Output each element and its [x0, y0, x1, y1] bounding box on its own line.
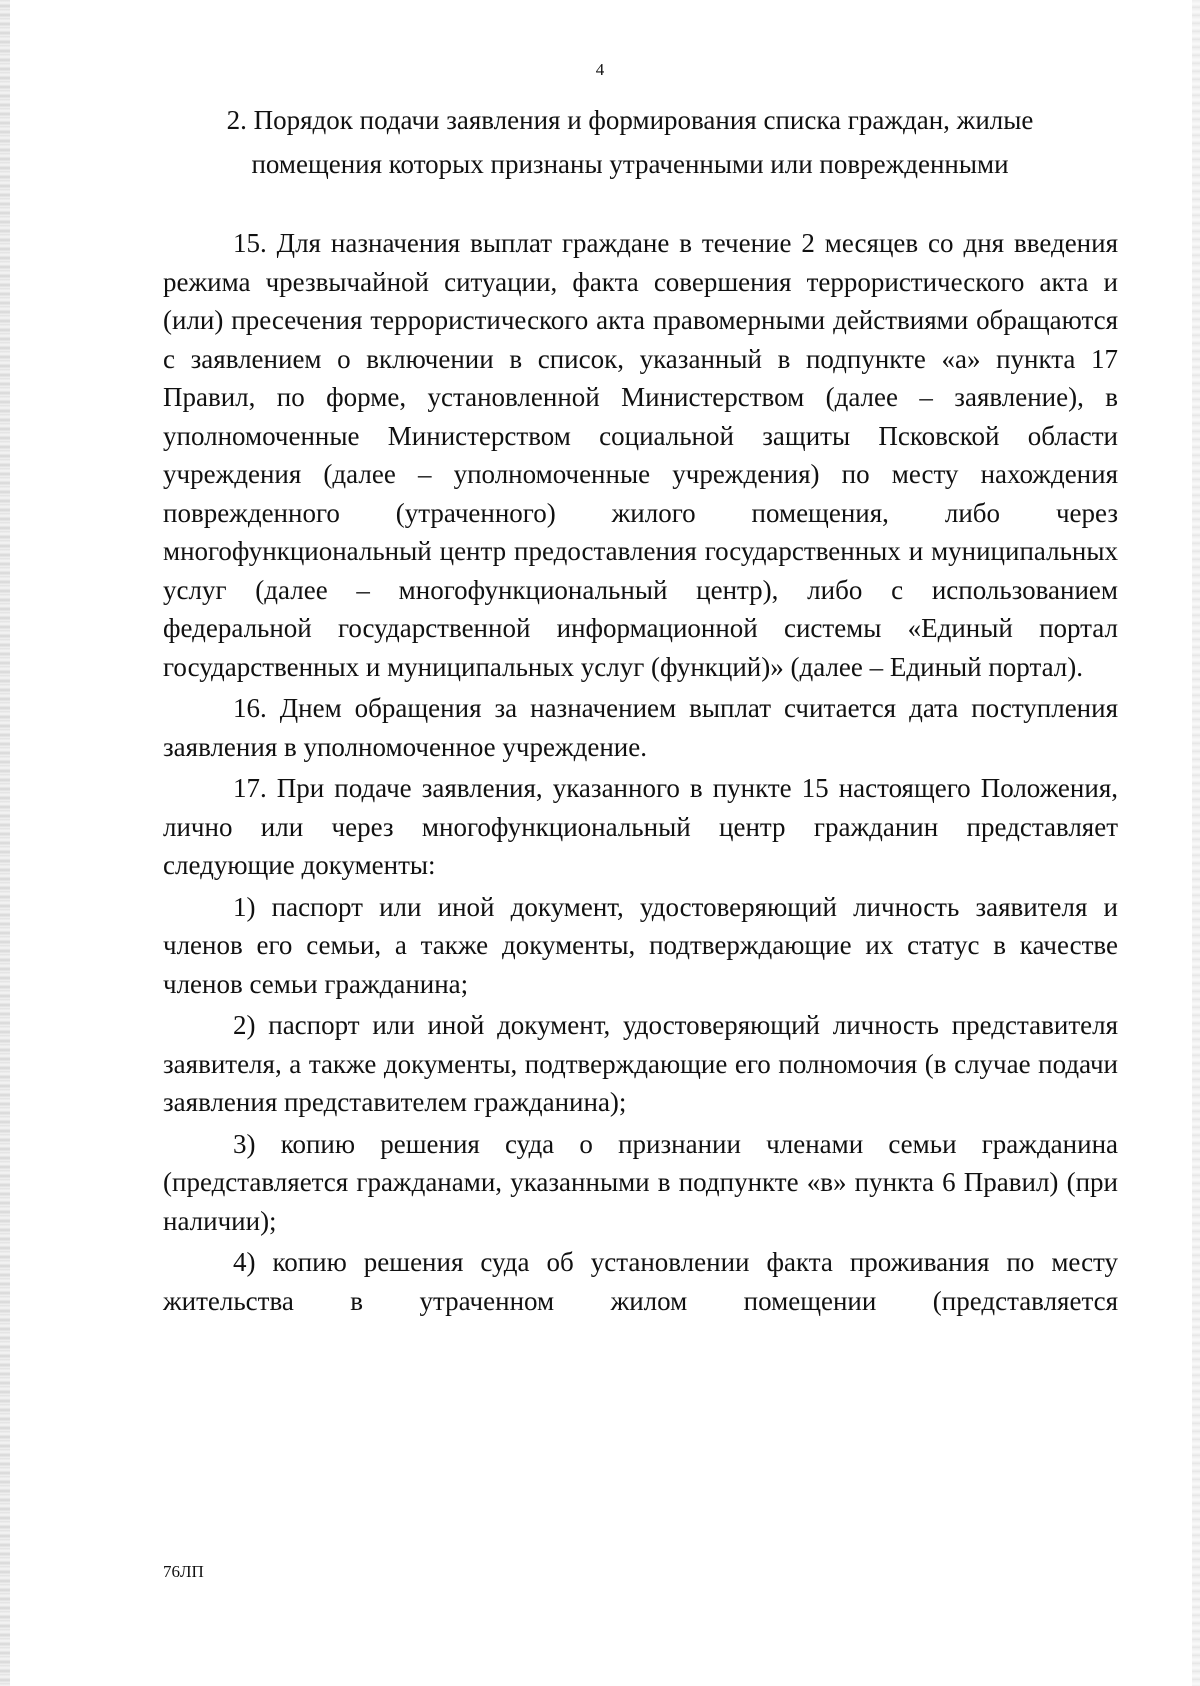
body-text [163, 224, 1118, 1320]
scan-edge-left [0, 0, 10, 1686]
paragraph-17: 17. При подаче заявления, указанного в пункте 15 настоящего Положения, лично или через многофункциональный центр гражданин представляет следующие документы: [163, 773, 1118, 880]
scan-edge-right [1192, 0, 1200, 1686]
paragraph-16: 16. Днем обращения за назначением выплат считается дата поступления заявления в уполномоченное учреждение. [163, 693, 1118, 762]
section-heading-line-1: 2. Порядок подачи заявления и формирования списка граждан, жилые [226, 105, 1034, 135]
paragraph-15: 15. Для назначения выплат граждане в течение 2 месяцев со дня введения режима чрезвычайной ситуации, факта совершения террористического акта и (или) пресечения террористического акта правомерными действиями обращаются с заявлением о включении в список, указанный в подпункте «а» пункта 17 Правил, по форме, установленной Министерством (далее – заявление), в уполномоченные Министерством социальной защиты Псковской области учреждения (далее – уполномоченные учреждения) по месту нахождения поврежденного (утраченного) жилого помещения, либо через многофункциональный центр предоставления государственных и муниципальных услуг (далее – многофункциональный центр), либо с использованием федеральной государственной информационной системы «Единый портал государственных и муниципальных услуг (функций)» (далее – Единый портал). [163, 228, 1118, 682]
list-item-4: 4) копию решения суда об установлении факта проживания по месту жительства в утраченном жилом помещении (представляется [163, 1247, 1118, 1316]
footer-document-code: 76ЛП [163, 1562, 204, 1581]
list-item-3: 3) копию решения суда о признании членами семьи гражданина (представляется гражданами, указанными в подпункте «в» пункта 6 Правил) (при наличии); [163, 1128, 1118, 1236]
section-heading-line-2: помещения которых признаны утраченными или поврежденными [251, 149, 1009, 179]
page-number: 4 [595, 60, 605, 79]
list-item-2: 2) паспорт или иной документ, удостоверяющий личность представителя заявителя, а также документы, подтверждающие его полномочия (в случае подачи заявления представителем гражданина); [163, 1010, 1118, 1117]
section-heading [160, 98, 1100, 186]
list-item-1: 1) паспорт или иной документ, удостоверяющий личность заявителя и членов его семьи, а также документы, подтверждающие их статус в качестве членов семьи гражданина; [163, 891, 1118, 999]
